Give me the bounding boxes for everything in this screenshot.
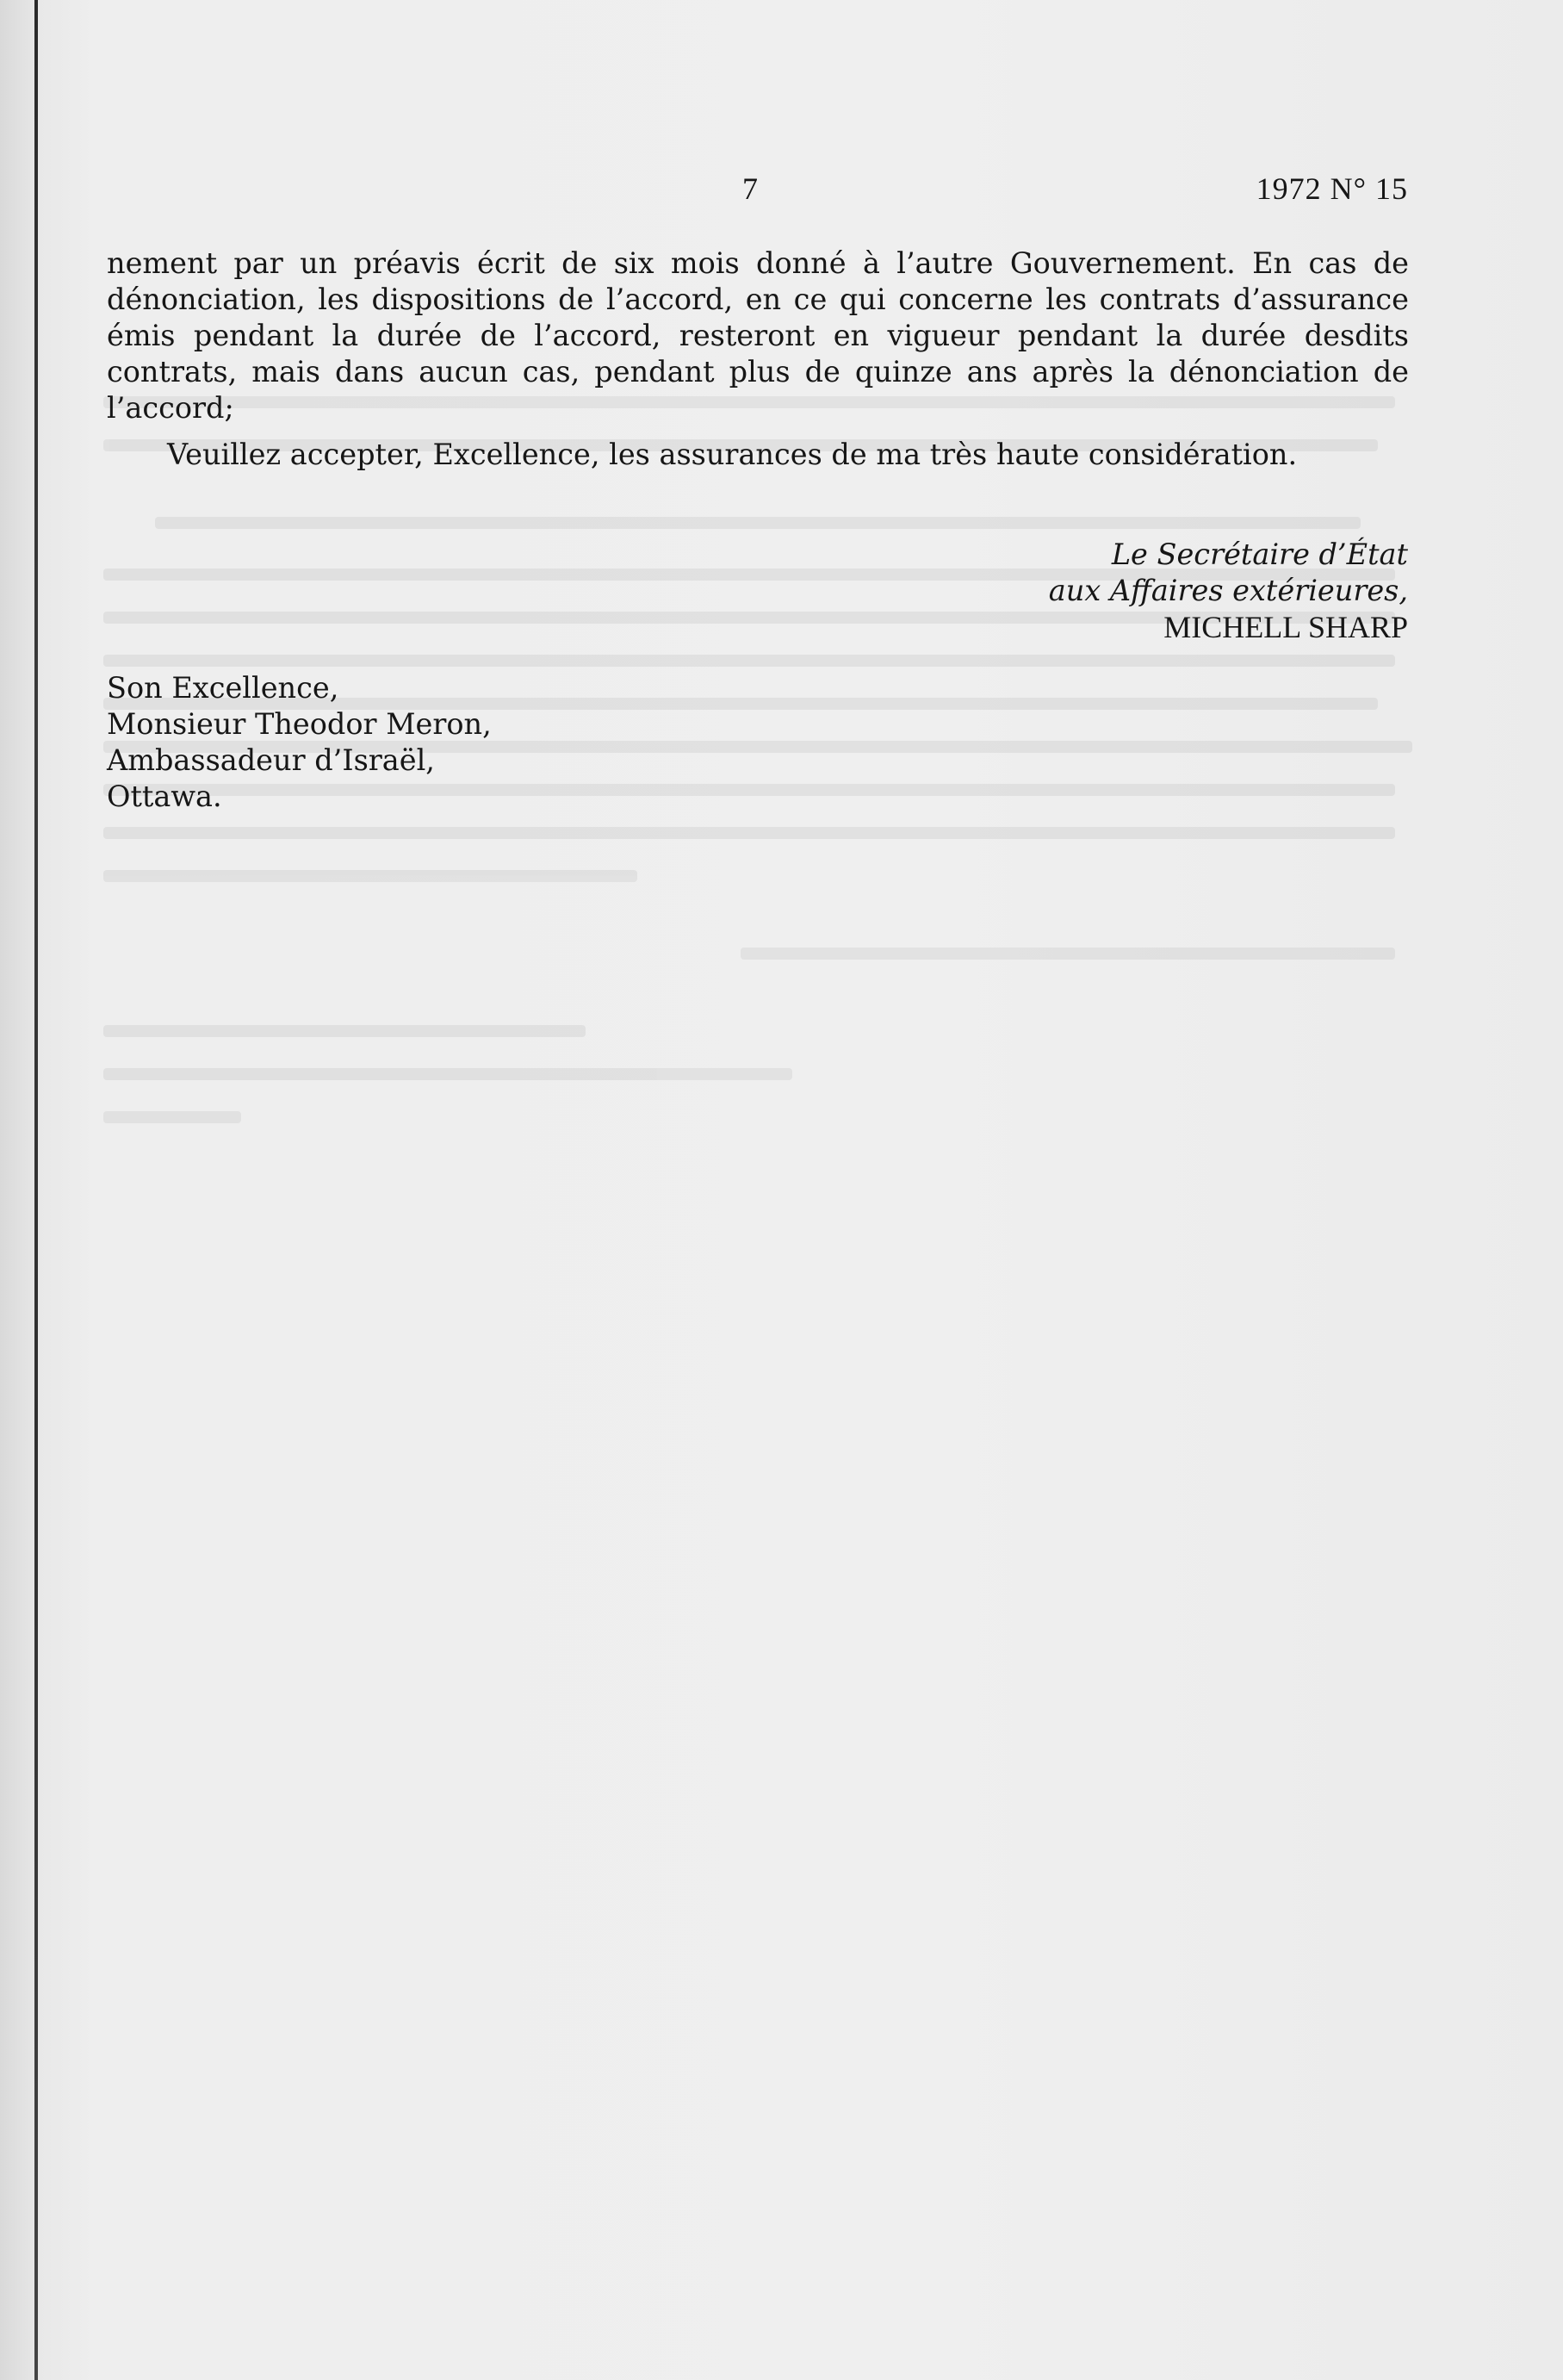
addressee-salutation: Son Excellence, [107, 671, 339, 705]
addressee-block [107, 670, 492, 815]
page-number: 7 [742, 171, 758, 206]
binding-shadow [0, 0, 34, 2380]
addressee-name: Monsieur Theodor Meron, [107, 707, 492, 741]
signature-block [1049, 537, 1408, 645]
page-header [0, 171, 1563, 208]
signatory-title-line-1: Le Secrétaire d’État [1111, 538, 1408, 571]
closing-paragraph: Veuillez accepter, Excellence, les assurances de ma très haute considération. [167, 438, 1298, 471]
binding-edge [34, 0, 38, 2380]
signatory-name: MICHELL SHARP [1163, 610, 1408, 644]
addressee-city: Ottawa. [107, 780, 222, 813]
show-through-text [103, 362, 1412, 1309]
addressee-title: Ambassadeur d’Israël, [107, 743, 435, 777]
series-number: 1972 N° 15 [1256, 171, 1408, 206]
letter-body [107, 245, 1409, 473]
body-paragraph: nement par un préavis écrit de six mois donné à l’autre Gouvernement. En cas de dénonciation, les dispositions de l’accord, en ce qui concerne les contrats d’assurance émis pendant la durée de l’accord, resteront en vigueur pendant la durée desdits contrats, mais dans aucun cas, pendant plus de quinze ans après la dénonciation de l’accord; [107, 246, 1409, 425]
signatory-title-line-2: aux Affaires extérieures, [1048, 574, 1408, 607]
